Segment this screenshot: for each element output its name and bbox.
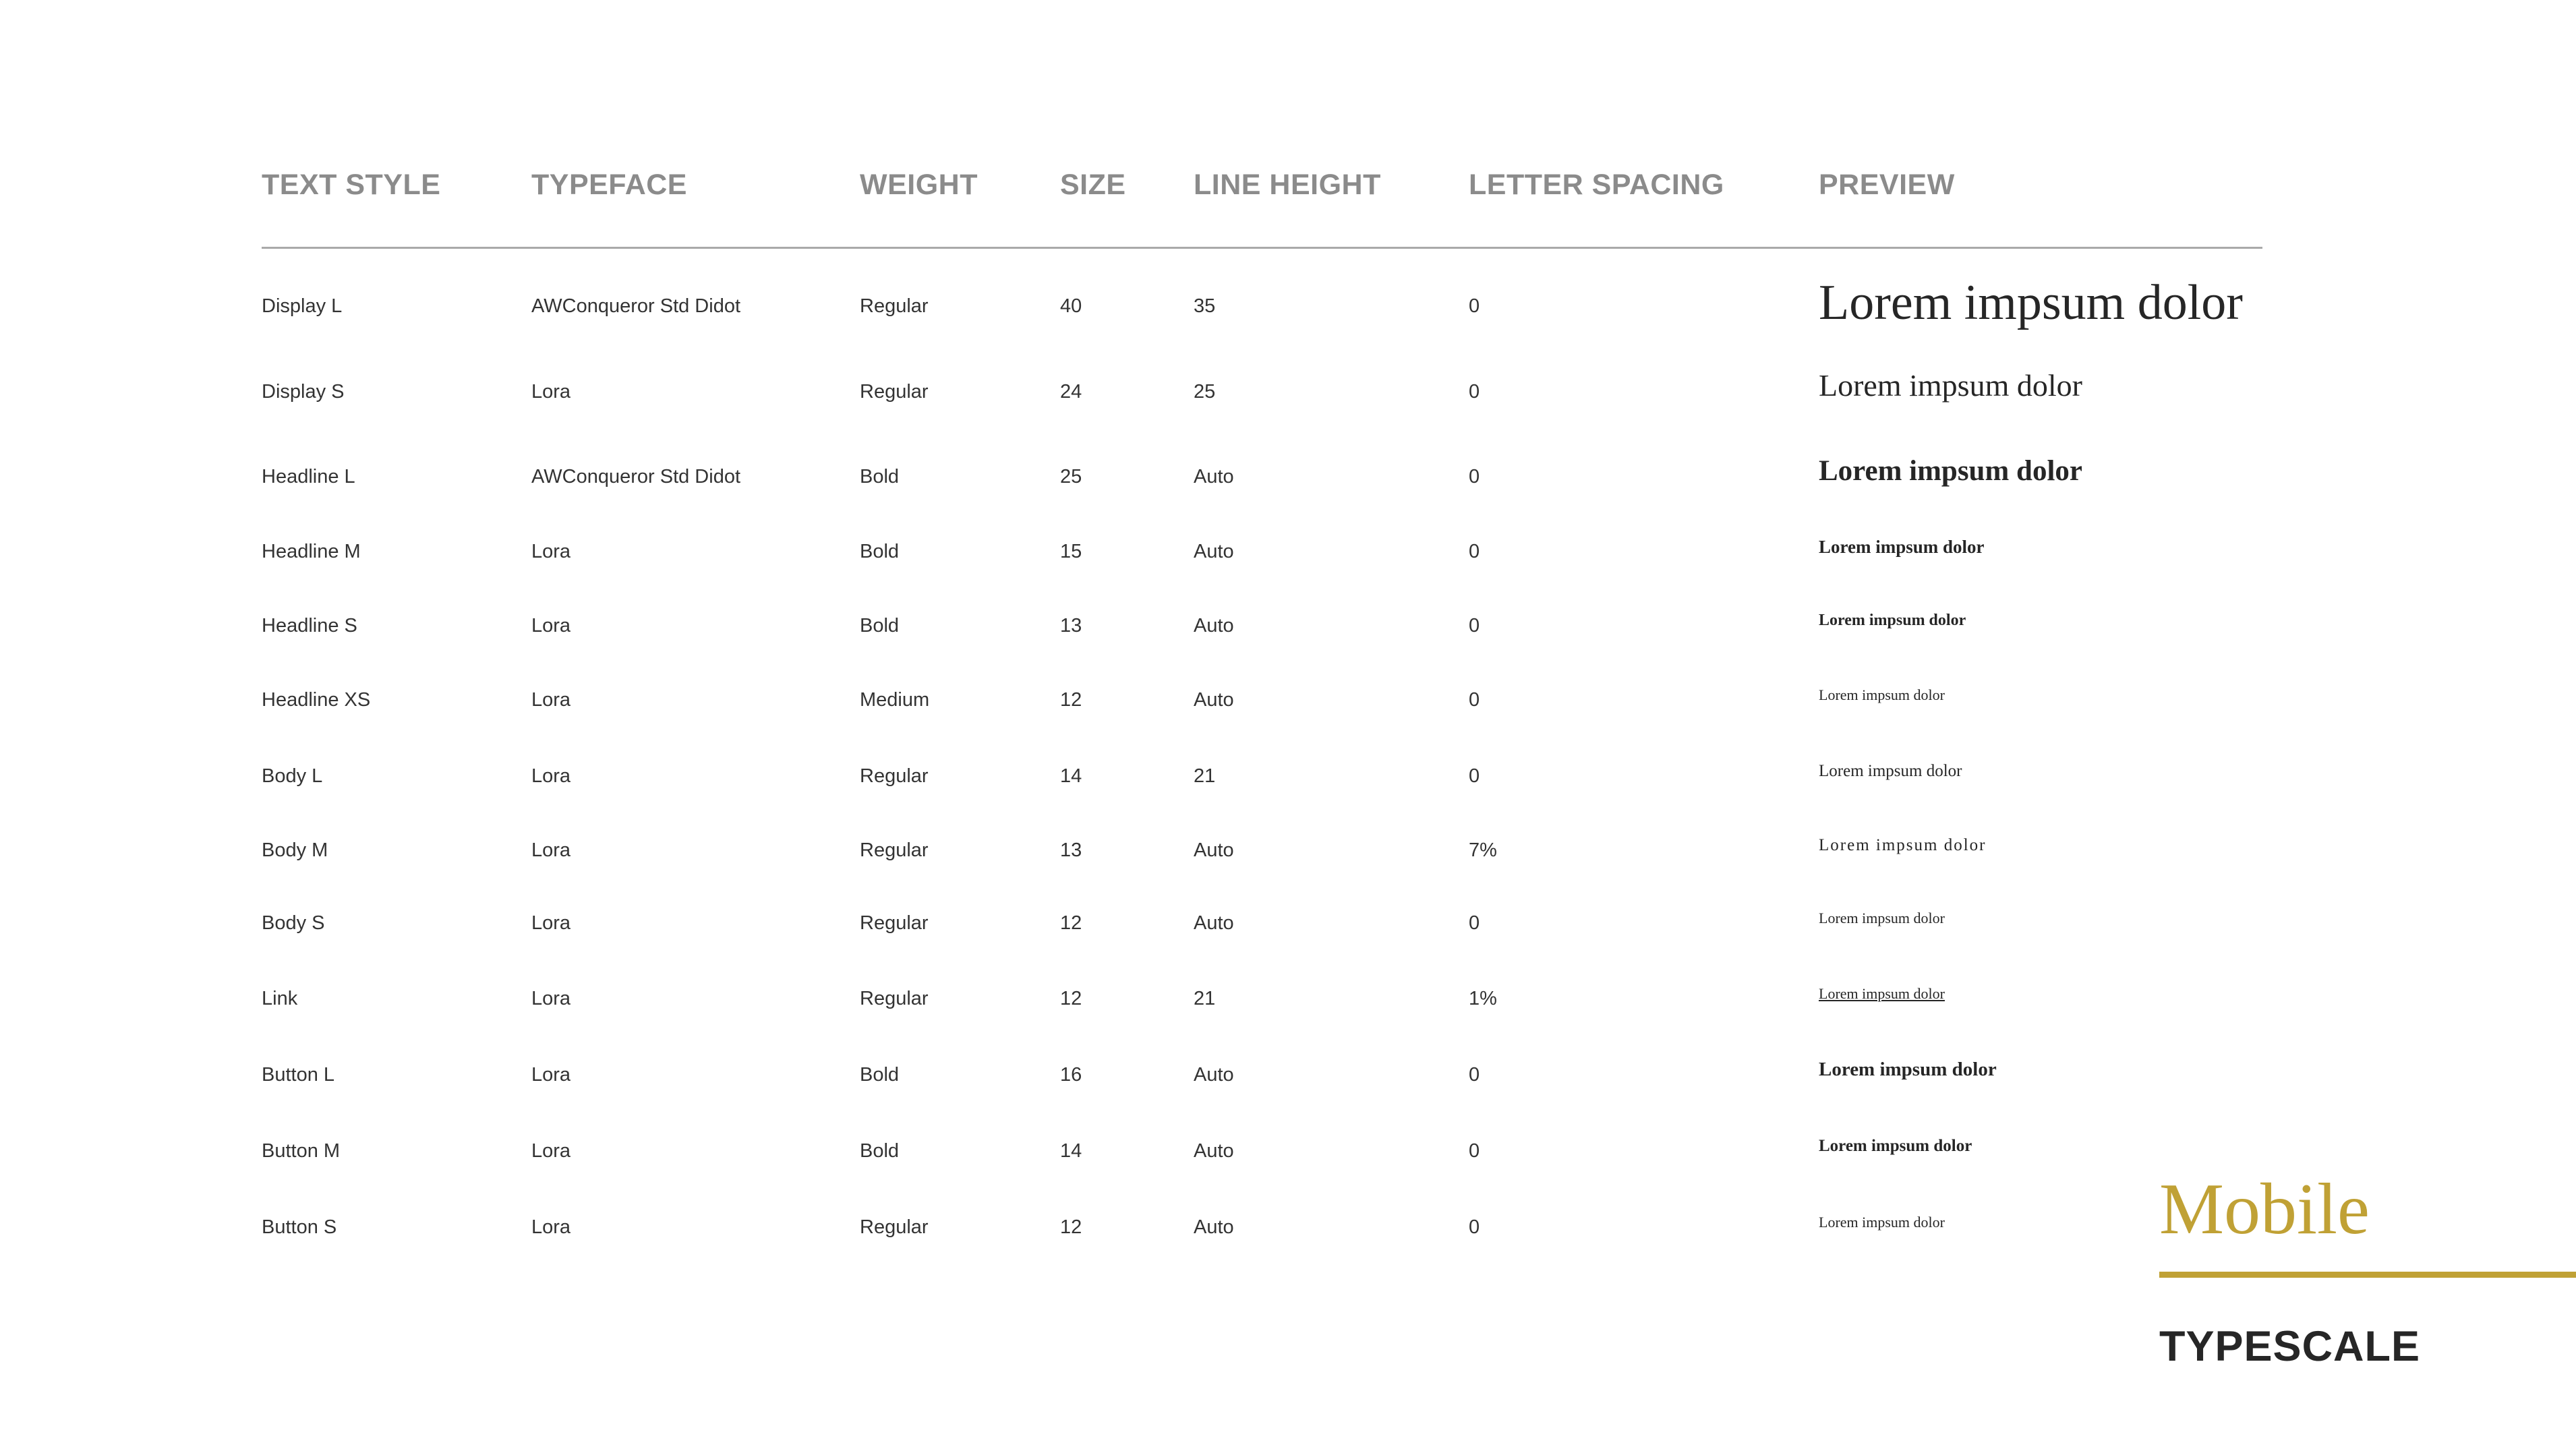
- row-typeface: AWConqueror Std Didot: [531, 295, 741, 317]
- row-size: 14: [1060, 765, 1082, 787]
- row-letter-spacing: 0: [1469, 466, 1480, 487]
- row-text-style: Headline S: [262, 615, 357, 637]
- row-text-style: Link: [262, 988, 298, 1009]
- row-weight: Medium: [860, 689, 930, 711]
- row-letter-spacing: 7%: [1469, 839, 1497, 861]
- table-row: [0, 836, 2576, 895]
- row-size: 40: [1060, 295, 1082, 317]
- row-size: 12: [1060, 988, 1082, 1009]
- row-line-height: Auto: [1194, 466, 1234, 487]
- row-line-height: 21: [1194, 988, 1216, 1009]
- row-preview: Lorem impsum dolor: [1819, 686, 1945, 703]
- header-preview: PREVIEW: [1819, 169, 1955, 201]
- row-line-height: 35: [1194, 295, 1216, 317]
- corner-title: Mobile: [2159, 1169, 2370, 1249]
- row-text-style: Headline XS: [262, 689, 371, 711]
- row-preview: Lorem impsum dolor: [1819, 1059, 1997, 1080]
- header-text-style: TEXT STYLE: [262, 169, 441, 201]
- row-letter-spacing: 0: [1469, 1216, 1480, 1238]
- row-text-style: Display S: [262, 381, 345, 403]
- header-size: SIZE: [1060, 169, 1126, 201]
- row-letter-spacing: 0: [1469, 765, 1480, 787]
- row-weight: Regular: [860, 381, 929, 403]
- row-preview: Lorem impsum dolor: [1819, 1137, 1972, 1155]
- row-text-style: Button L: [262, 1064, 335, 1086]
- row-line-height: 21: [1194, 765, 1216, 787]
- table-row: [0, 985, 2576, 1043]
- row-preview: Lorem impsum dolor: [1819, 1214, 1945, 1231]
- row-preview: Lorem impsum dolor: [1819, 455, 2082, 487]
- row-letter-spacing: 0: [1469, 615, 1480, 637]
- row-letter-spacing: 0: [1469, 689, 1480, 711]
- row-weight: Regular: [860, 1216, 929, 1238]
- row-typeface: Lora: [531, 912, 571, 934]
- row-line-height: 25: [1194, 381, 1216, 403]
- row-letter-spacing: 0: [1469, 295, 1480, 317]
- row-weight: Bold: [860, 541, 900, 562]
- row-text-style: Button M: [262, 1140, 341, 1162]
- row-weight: Bold: [860, 466, 900, 487]
- row-text-style: Button S: [262, 1216, 337, 1238]
- row-letter-spacing: 0: [1469, 1140, 1480, 1162]
- row-weight: Bold: [860, 615, 900, 637]
- row-typeface: Lora: [531, 1140, 571, 1162]
- row-text-style: Body L: [262, 765, 323, 787]
- corner-subtitle: TYPESCALE: [2159, 1323, 2421, 1370]
- row-line-height: Auto: [1194, 1064, 1234, 1086]
- row-typeface: Lora: [531, 381, 571, 403]
- table-row: [0, 910, 2576, 968]
- row-typeface: Lora: [531, 1216, 571, 1238]
- row-line-height: Auto: [1194, 912, 1234, 934]
- row-size: 12: [1060, 689, 1082, 711]
- row-line-height: Auto: [1194, 689, 1234, 711]
- row-typeface: Lora: [531, 839, 571, 861]
- row-typeface: AWConqueror Std Didot: [531, 466, 741, 487]
- table-row: [0, 455, 2576, 521]
- row-line-height: Auto: [1194, 1140, 1234, 1162]
- row-line-height: Auto: [1194, 541, 1234, 562]
- row-text-style: Body S: [262, 912, 325, 934]
- table-row: [0, 275, 2576, 351]
- row-preview: Lorem impsum dolor: [1819, 910, 1945, 926]
- row-weight: Regular: [860, 765, 929, 787]
- row-typeface: Lora: [531, 689, 571, 711]
- table-row: [0, 686, 2576, 744]
- row-text-style: Headline M: [262, 541, 361, 562]
- header-line-height: LINE HEIGHT: [1194, 169, 1381, 201]
- row-letter-spacing: 0: [1469, 381, 1480, 403]
- row-size: 16: [1060, 1064, 1082, 1086]
- header-divider: [262, 247, 2262, 249]
- row-size: 13: [1060, 839, 1082, 861]
- row-size: 12: [1060, 912, 1082, 934]
- row-preview: Lorem impsum dolor: [1819, 368, 2082, 403]
- corner-accent-rule: [2159, 1272, 2576, 1278]
- table-row: [0, 537, 2576, 596]
- row-size: 14: [1060, 1140, 1082, 1162]
- row-weight: Regular: [860, 295, 929, 317]
- row-weight: Bold: [860, 1064, 900, 1086]
- table-header: [0, 169, 2576, 209]
- row-text-style: Headline L: [262, 466, 355, 487]
- row-text-style: Body M: [262, 839, 328, 861]
- row-preview-link[interactable]: Lorem impsum dolor: [1819, 985, 1945, 1002]
- row-letter-spacing: 0: [1469, 1064, 1480, 1086]
- row-preview: Lorem impsum dolor: [1819, 836, 1987, 854]
- row-weight: Regular: [860, 839, 929, 861]
- row-weight: Bold: [860, 1140, 900, 1162]
- row-preview: Lorem impsum dolor: [1819, 762, 1962, 780]
- row-weight: Regular: [860, 988, 929, 1009]
- row-typeface: Lora: [531, 765, 571, 787]
- row-weight: Regular: [860, 912, 929, 934]
- header-letter-spacing: LETTER SPACING: [1469, 169, 1724, 201]
- table-row: [0, 1059, 2576, 1119]
- row-preview: Lorem impsum dolor: [1819, 612, 1966, 629]
- row-typeface: Lora: [531, 1064, 571, 1086]
- row-preview: Lorem impsum dolor: [1819, 275, 2243, 330]
- table-row: [0, 612, 2576, 670]
- row-typeface: Lora: [531, 615, 571, 637]
- row-line-height: Auto: [1194, 1216, 1234, 1238]
- row-size: 13: [1060, 615, 1082, 637]
- table-row: [0, 368, 2576, 436]
- row-line-height: Auto: [1194, 839, 1234, 861]
- row-letter-spacing: 0: [1469, 912, 1480, 934]
- row-text-style: Display L: [262, 295, 343, 317]
- row-size: 15: [1060, 541, 1082, 562]
- row-size: 24: [1060, 381, 1082, 403]
- row-line-height: Auto: [1194, 615, 1234, 637]
- row-typeface: Lora: [531, 988, 571, 1009]
- header-typeface: TYPEFACE: [531, 169, 687, 201]
- row-typeface: Lora: [531, 541, 571, 562]
- row-size: 12: [1060, 1216, 1082, 1238]
- table-row: [0, 762, 2576, 821]
- row-size: 25: [1060, 466, 1082, 487]
- row-letter-spacing: 0: [1469, 541, 1480, 562]
- row-preview: Lorem impsum dolor: [1819, 537, 1985, 557]
- header-weight: WEIGHT: [860, 169, 978, 201]
- row-letter-spacing: 1%: [1469, 988, 1497, 1009]
